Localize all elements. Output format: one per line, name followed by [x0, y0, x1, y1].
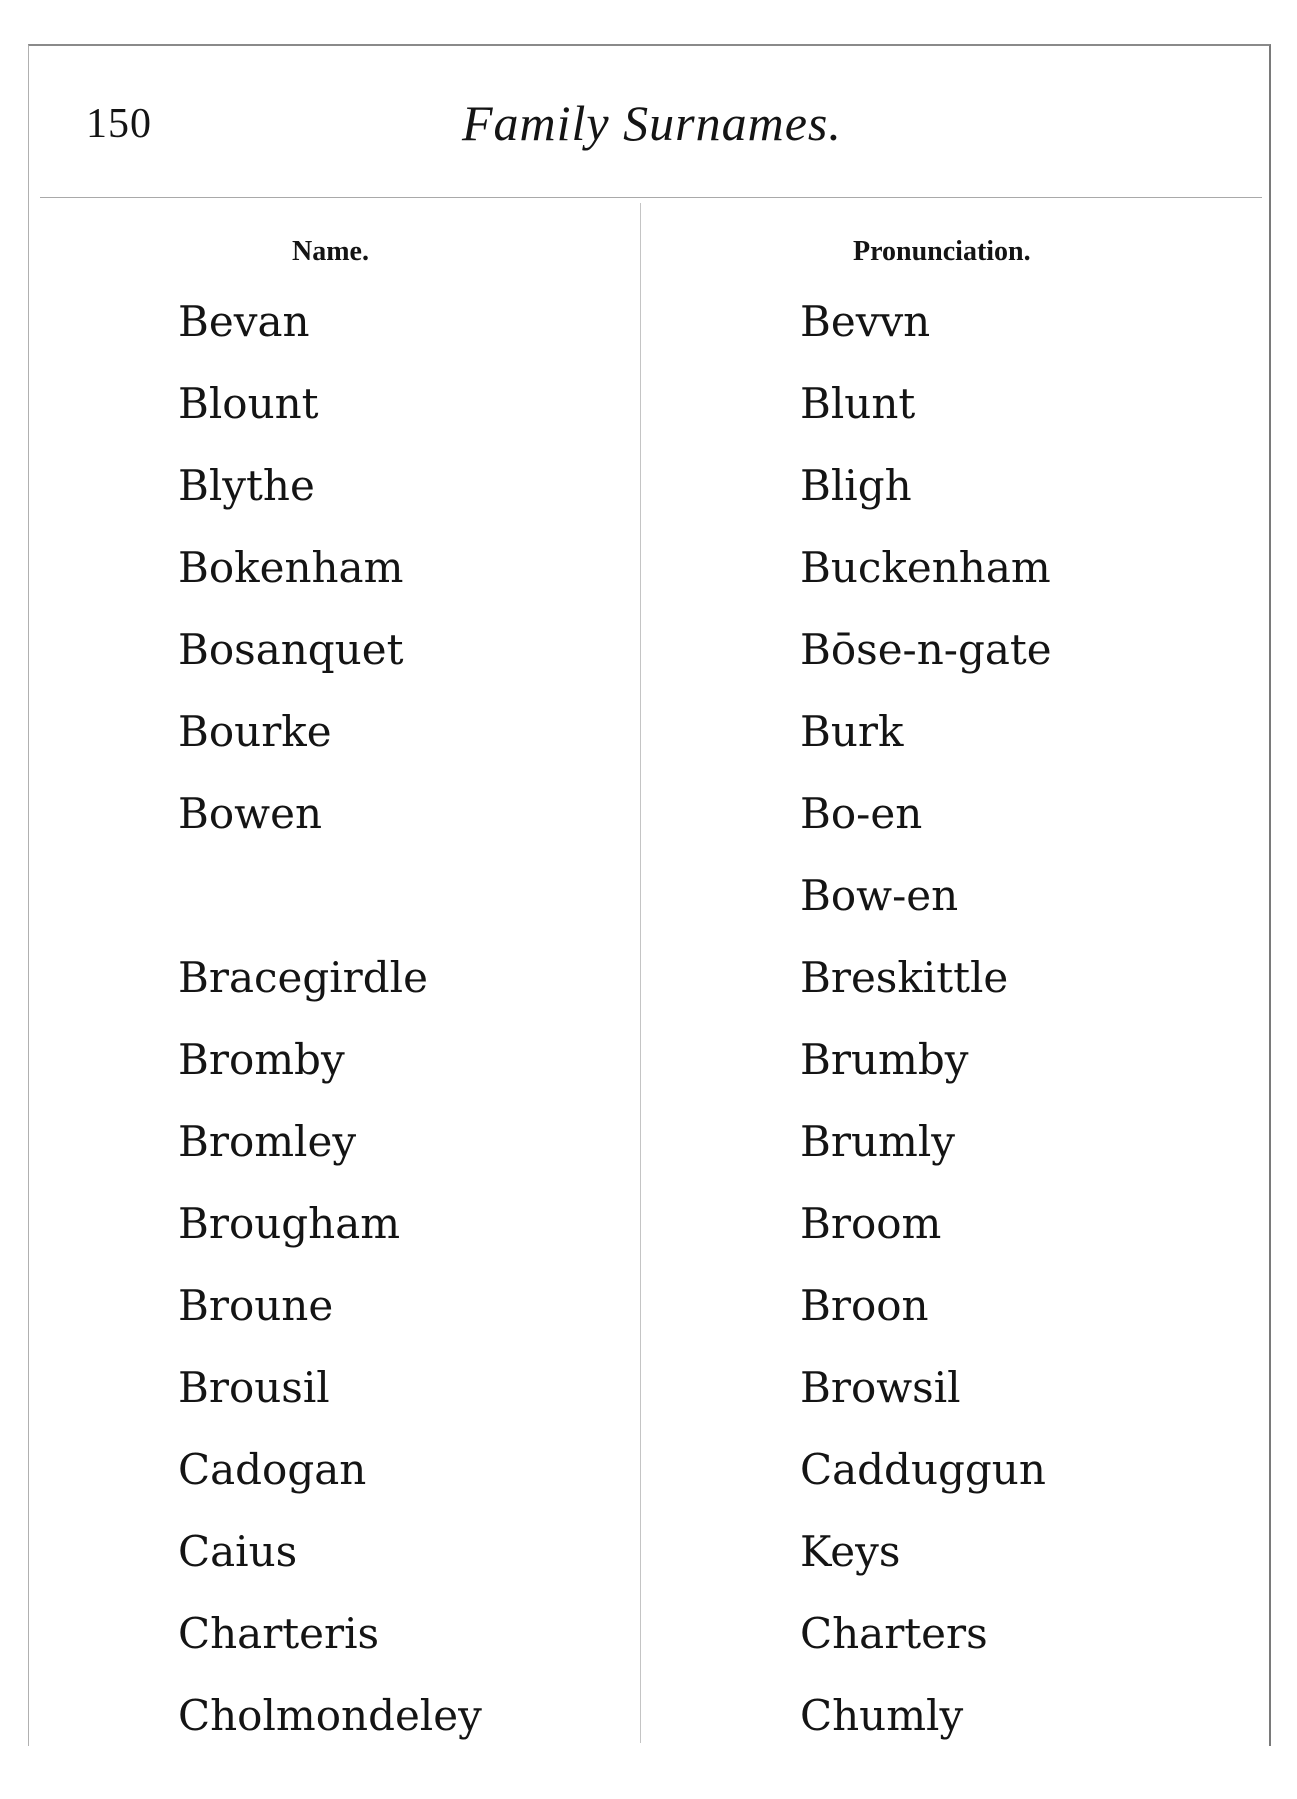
surname-cell: Charteris [178, 1609, 380, 1658]
pronunciation-cell: Blunt [800, 379, 916, 428]
surname-cell: Bracegirdle [178, 953, 428, 1002]
pronunciation-cell: Bōse-n-gate [800, 625, 1052, 674]
table-row [0, 292, 1297, 352]
name-column-header: Name. [292, 236, 369, 267]
pronunciation-cell: Broom [800, 1199, 942, 1248]
surname-cell: Bromby [178, 1035, 345, 1084]
pronunciation-cell: Bo-en [800, 789, 923, 838]
surname-cell: Blythe [178, 461, 315, 510]
header-rule [40, 197, 1262, 198]
table-row [0, 1030, 1297, 1090]
pronunciation-cell: Browsil [800, 1363, 961, 1412]
table-row [0, 374, 1297, 434]
table-row [0, 1604, 1297, 1664]
table-row [0, 948, 1297, 1008]
surname-cell: Bromley [178, 1117, 357, 1166]
surname-cell: Bosanquet [178, 625, 404, 674]
table-row [0, 784, 1297, 844]
table-row [0, 866, 1297, 926]
surname-cell: Bevan [178, 297, 310, 346]
pronunciation-cell: Bevvn [800, 297, 931, 346]
table-row [0, 1276, 1297, 1336]
surname-cell: Cholmondeley [178, 1691, 482, 1740]
surname-cell: Blount [178, 379, 319, 428]
table-row [0, 456, 1297, 516]
pronunciation-cell: Buckenham [800, 543, 1051, 592]
pronunciation-cell: Keys [800, 1527, 901, 1576]
page-number: 150 [86, 101, 152, 147]
pronunciation-cell: Bow-en [800, 871, 959, 920]
surname-cell: Bourke [178, 707, 332, 756]
table-row [0, 1194, 1297, 1254]
table-row [0, 620, 1297, 680]
pronunciation-cell: Charters [800, 1609, 988, 1658]
surname-cell: Brousil [178, 1363, 330, 1412]
pronunciation-cell: Burk [800, 707, 904, 756]
pronunciation-cell: Cadduggun [800, 1445, 1046, 1494]
pronunciation-cell: Brumly [800, 1117, 955, 1166]
table-row [0, 1686, 1297, 1746]
surname-cell: Bokenham [178, 543, 404, 592]
pronunciation-cell: Bligh [800, 461, 912, 510]
pronunciation-cell: Chumly [800, 1691, 964, 1740]
table-row [0, 1440, 1297, 1500]
pronunciation-cell: Breskittle [800, 953, 1009, 1002]
table-row [0, 538, 1297, 598]
pronunciation-cell: Broon [800, 1281, 929, 1330]
table-row [0, 1112, 1297, 1172]
surname-cell: Caius [178, 1527, 298, 1576]
surname-cell: Brougham [178, 1199, 401, 1248]
table-row [0, 702, 1297, 762]
pronunciation-column-header: Pronunciation. [853, 236, 1031, 267]
table-row [0, 1522, 1297, 1582]
table-row [0, 1358, 1297, 1418]
surname-cell: Bowen [178, 789, 323, 838]
surname-cell: Cadogan [178, 1445, 367, 1494]
surname-cell: Broune [178, 1281, 334, 1330]
page-title: Family Surnames. [462, 95, 842, 151]
pronunciation-cell: Brumby [800, 1035, 969, 1084]
